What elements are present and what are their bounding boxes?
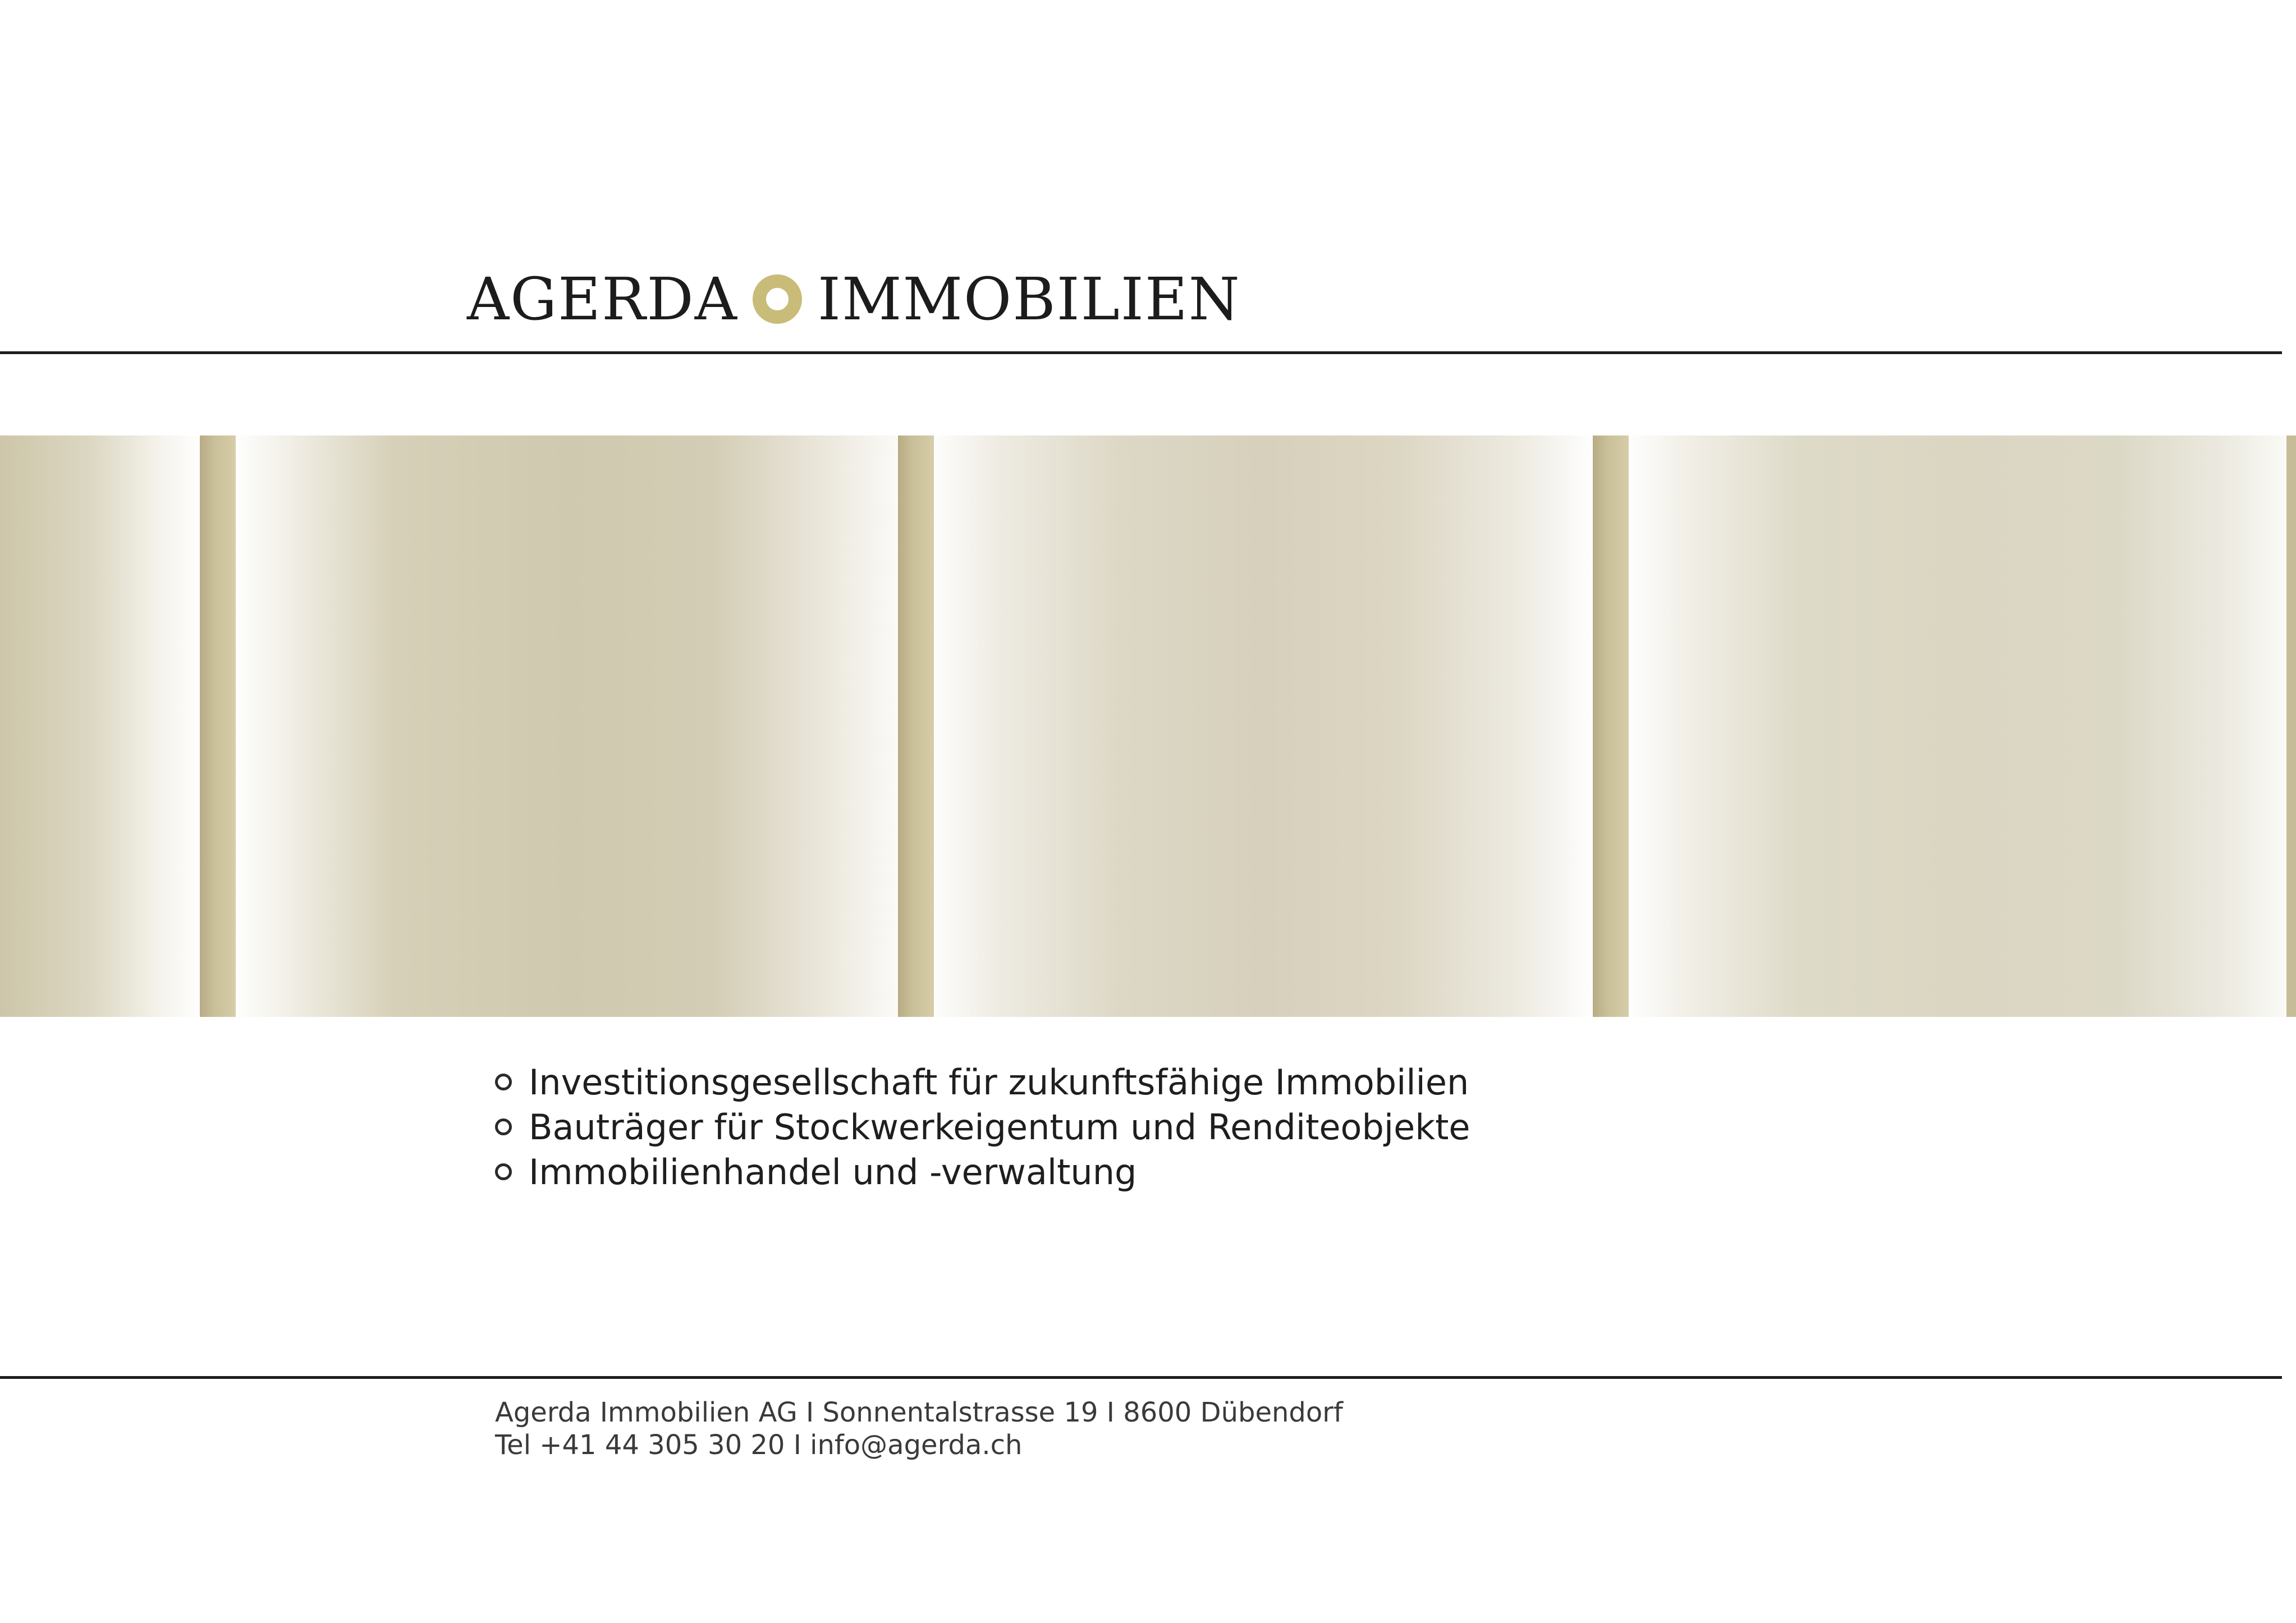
address-line: Agerda Immobilien AG I Sonnentalstrasse 19 I 8600 Dübendorf <box>495 1397 1343 1428</box>
service-text: Investitionsgesellschaft für zukunftsfähige Immobilien <box>529 1061 1469 1103</box>
services-list <box>495 1060 1470 1194</box>
list-item <box>495 1060 1470 1104</box>
glass-panel <box>236 435 898 1017</box>
circle-bullet-icon <box>495 1074 512 1090</box>
panel-frame <box>200 435 236 1017</box>
panel-frame <box>898 435 934 1017</box>
contact-footer <box>495 1396 1343 1461</box>
service-text: Bauträger für Stockwerkeigentum und Renditeobjekte <box>529 1106 1470 1148</box>
glass-panel <box>1629 435 2286 1017</box>
contact-line: Tel +41 44 305 30 20 I info@agerda.ch <box>495 1429 1023 1461</box>
circle-bullet-icon <box>495 1163 512 1180</box>
service-text: Immobilienhandel und -verwaltung <box>529 1151 1137 1193</box>
header-divider <box>0 351 2282 354</box>
glass-panel <box>934 435 1593 1017</box>
list-item <box>495 1149 1470 1194</box>
panel-frame <box>1593 435 1629 1017</box>
company-logo <box>467 263 1241 336</box>
logo-text-agerda: AGERDA <box>467 265 738 333</box>
glass-panel <box>0 435 200 1017</box>
gold-ring-icon <box>753 274 802 324</box>
panel-frame <box>2286 435 2296 1017</box>
glass-panels-image <box>0 435 2296 1017</box>
circle-bullet-icon <box>495 1118 512 1135</box>
footer-divider <box>0 1376 2282 1379</box>
list-item <box>495 1104 1470 1149</box>
logo-text-immobilien: IMMOBILIEN <box>817 265 1241 333</box>
